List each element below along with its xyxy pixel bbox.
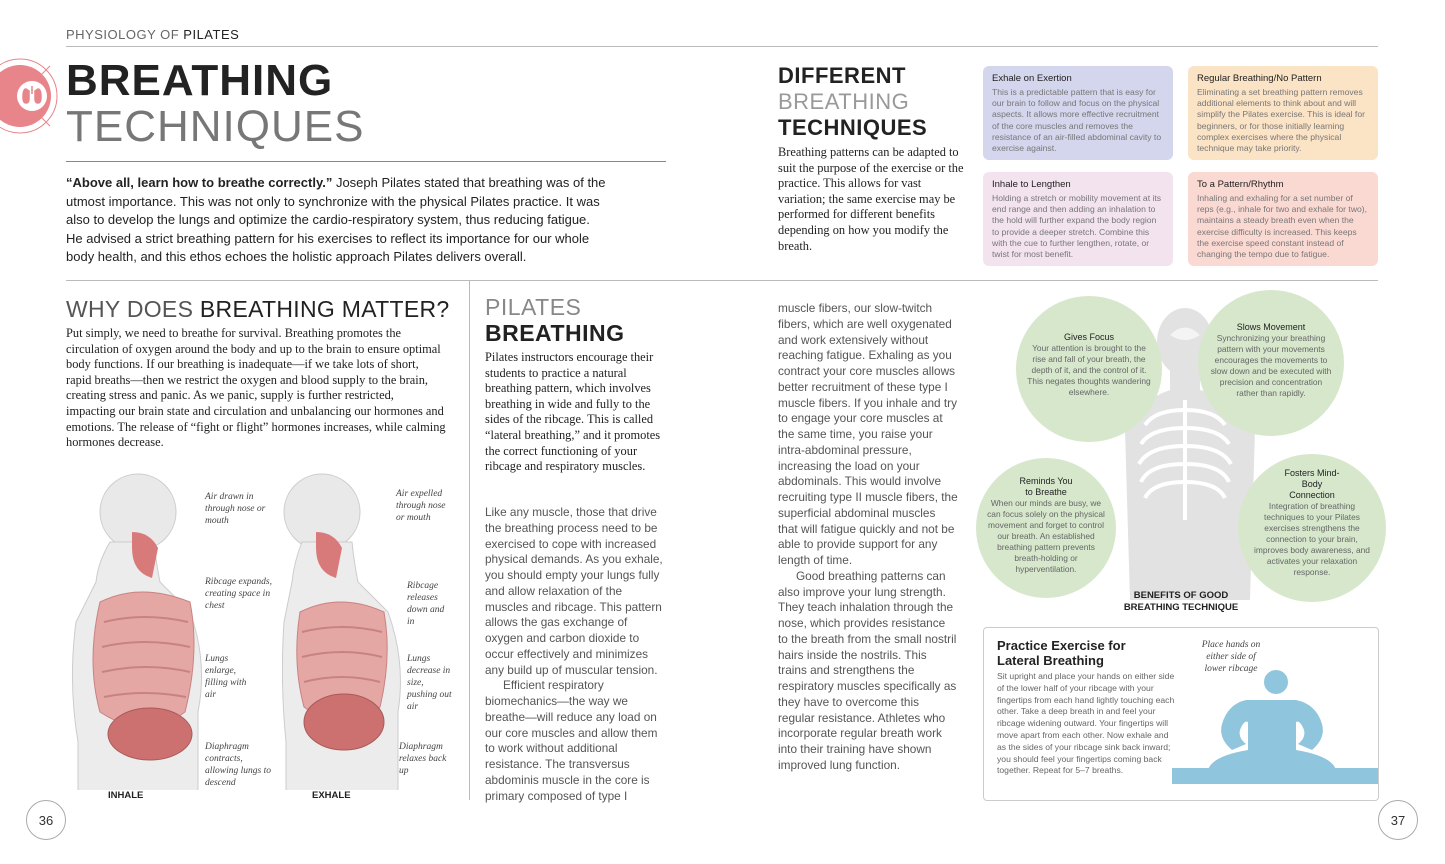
title-rule bbox=[66, 161, 666, 162]
pilates-heading-bold: BREATHING bbox=[485, 320, 625, 346]
practice-box bbox=[983, 627, 1379, 801]
different-heading-line1: DIFFERENT bbox=[778, 63, 906, 88]
column-divider bbox=[469, 280, 470, 800]
different-heading-line3: TECHNIQUES bbox=[778, 115, 928, 140]
column3-body: muscle fibers, our slow-twitch fibers, which are well oxygenated and work extensively without reaching fatigue. Exhaling as you contract your core muscles allows better recruitment of these type I muscle fibers. If you inhale and try to engage your core muscles at the same time, you raise your intra-abdominal pressure, increasing the load on your abdominals. This would involve recruiting type II muscle fibers, the superficial abdominal muscles that will fatigue quickly and not be able to provide support for any length of time. Good breathing patterns can also improve your lung strength. They teach inhalation through the nose, which provides resistance to the breath from the small nostril hairs inside the nostrils. This trains and strengthens the respiratory muscles specifically as they have to overcome this regular resistance. Athletes who incorporate regular breath work into their training have shown improved lung function. bbox=[778, 301, 958, 772]
benefits-label: BENEFITS OF GOOD BREATHING TECHNIQUE bbox=[1123, 590, 1239, 613]
section-icon bbox=[0, 56, 60, 136]
practice-text: Sit upright and place your hands on either side of the lower half of your ribcage with your fingertips from each hand lightly touching each other. Take a deep breath in and feel your ribcage widening outward. Your fingertips will move apart from each other. Now exhale and as the sides of your ribcage sink back inward; you should feel your fingertips coming back together. Repeat for 5–7 breaths. bbox=[997, 671, 1175, 776]
benefit-slows-movement: Slows Movement Synchronizing your breathing pattern with your movements encourages the movements to slow down and be executed with precision and concentration rather than rapidly. bbox=[1198, 290, 1344, 436]
page-title-line1: BREATHING bbox=[66, 56, 334, 105]
running-header: PHYSIOLOGY OF PILATES bbox=[66, 27, 240, 42]
intro-paragraph: “Above all, learn how to breathe correctly.” Joseph Pilates stated that breathing was of the utmost importance. This was not only to synchronize with the physical Pilates practice. It was also to develop the lungs and optimize the cardio-respiratory system, thus reducing fatigue. He advised a strict breathing pattern for his exercises to reflect its importance for our whole body health, and this ethos echoes the holistic approach Pilates delivers overall. bbox=[66, 175, 606, 264]
section-rule bbox=[66, 280, 1378, 281]
different-text: Breathing patterns can be adapted to suit the purpose of the exercise or the practice. This allows for vast variation; the same exercise may be performed for different benefits depending on how you modify the breath. bbox=[778, 145, 964, 253]
different-heading-line2: BREATHING bbox=[778, 89, 910, 114]
exhale-caption-1: Air expelled through nose or mouth bbox=[396, 489, 446, 523]
benefit-gives-focus: Gives Focus Your attention is brought to the rise and fall of your breath, the depth of it, and the control of it. This negates thoughts wandering elsewhere. bbox=[1016, 296, 1162, 442]
why-text: Put simply, we need to breathe for survival. Breathing promotes the circulation of oxygen around the body and up to the brain to ensure optimal body functions. If our breathing is inadequate—if we take lots of short, rapid breaths—then we restrict the oxygen and blood supply to the brain, creating stress and panic. As we panic, supply is further restricted, impacting our brain state and circulation and unbalancing our hormones and emotions. The release of “fight or flight” hormones increases, while calming hormones decrease. bbox=[66, 326, 446, 450]
benefit-reminds-breathe: Reminds You to Breathe When our minds are busy, we can focus solely on the physical movement and forget to control our breath. An established breathing pattern prevents breath-holding or hyperventilation. bbox=[976, 458, 1116, 598]
lungs-icon bbox=[0, 56, 60, 136]
header-rule bbox=[66, 46, 1378, 47]
pilates-heading-light: PILATES bbox=[485, 294, 582, 320]
card-inhale-to-lengthen: Inhale to Lengthen Holding a stretch or mobility movement at its end range and then adding an inhalation to the hold will further expand the body region to provide a deeper stretch. Combine this with the cue to further lengthen, rotate, or twist for most benefit. bbox=[983, 172, 1173, 266]
inhale-caption-1: Air drawn in through nose or mouth bbox=[205, 492, 266, 526]
practice-title: Practice Exercise for Lateral Breathing bbox=[997, 638, 1126, 668]
seated-figure bbox=[1172, 666, 1378, 800]
pilates-intro: Pilates instructors encourage their students to practice a natural breathing pattern, which involves breathing in wide and fully to the sides of the ribcage. This is called “lateral breathing,” and it promotes the correct functioning of your ribcage and respiratory muscles. bbox=[485, 350, 661, 474]
card-pattern-rhythm: To a Pattern/Rhythm Inhaling and exhaling for a set number of reps (e.g., inhale for two and exhale for two), maintains a steady breath even when the exercise difficulty is increased. This keeps the exercise speed constant instead of changing the tempo due to fatigue. bbox=[1188, 172, 1378, 266]
exhale-caption-4: Diaphragm relaxes back up bbox=[399, 742, 447, 776]
exhale-caption-2: Ribcage releases down and in bbox=[407, 581, 445, 627]
inhale-caption-2: Ribcage expands, creating space in chest bbox=[205, 577, 273, 611]
exhale-label: EXHALE bbox=[312, 790, 351, 801]
exhale-caption-3: Lungs decrease in size, pushing out air bbox=[407, 654, 452, 712]
inhale-label: INHALE bbox=[108, 790, 144, 801]
page-number-right: 37 bbox=[1378, 800, 1418, 840]
pilates-body: Like any muscle, those that drive the breathing process need to be exercised to cope with increased physical demands. As you exhale, you should empty your lungs fully and allow relaxation of the muscles and ribcage. This pattern allows the gas exchange of oxygen and carbon dioxide to occur effectively and minimizes any build up of muscular tension. Efficient respiratory biomechanics—the way we breathe—will reduce any load on our core muscles and allow them to work without additional resistance. The transversus abdominis muscle in the core is primary composed of type I bbox=[485, 505, 663, 803]
benefit-mind-body: Fosters Mind-Body Connection Integration of breathing techniques to your Pilates exercises strengthens the connection to your brain, improves body awareness, and activates your relaxation response. bbox=[1238, 454, 1386, 602]
practice-caption: Place hands on either side of lower ribcage bbox=[1201, 640, 1261, 674]
inhale-illustration bbox=[70, 472, 210, 790]
card-regular-breathing: Regular Breathing/No Pattern Eliminating a set breathing pattern removes additional elements to think about and will simplify the Pilates exercise. This is ideal for beginners, or for those initially learning complex exercises where the physical technique may take priority. bbox=[1188, 66, 1378, 160]
why-heading: WHY DOES BREATHING MATTER? bbox=[66, 296, 450, 322]
inhale-caption-3: Lungs enlarge, filling with air bbox=[205, 654, 247, 700]
inhale-caption-4: Diaphragm contracts, allowing lungs to descend bbox=[205, 742, 271, 788]
page-number-left: 36 bbox=[26, 800, 66, 840]
exhale-illustration bbox=[282, 472, 412, 790]
page-title-line2: TECHNIQUES bbox=[66, 102, 365, 151]
card-exhale-on-exertion: Exhale on Exertion This is a predictable pattern that is easy for our brain to follow and focus on the physical aspects. It allows more effective recruitment of the core muscles and removes the resistance of an air-filled abdominal cavity to exercise against. bbox=[983, 66, 1173, 160]
